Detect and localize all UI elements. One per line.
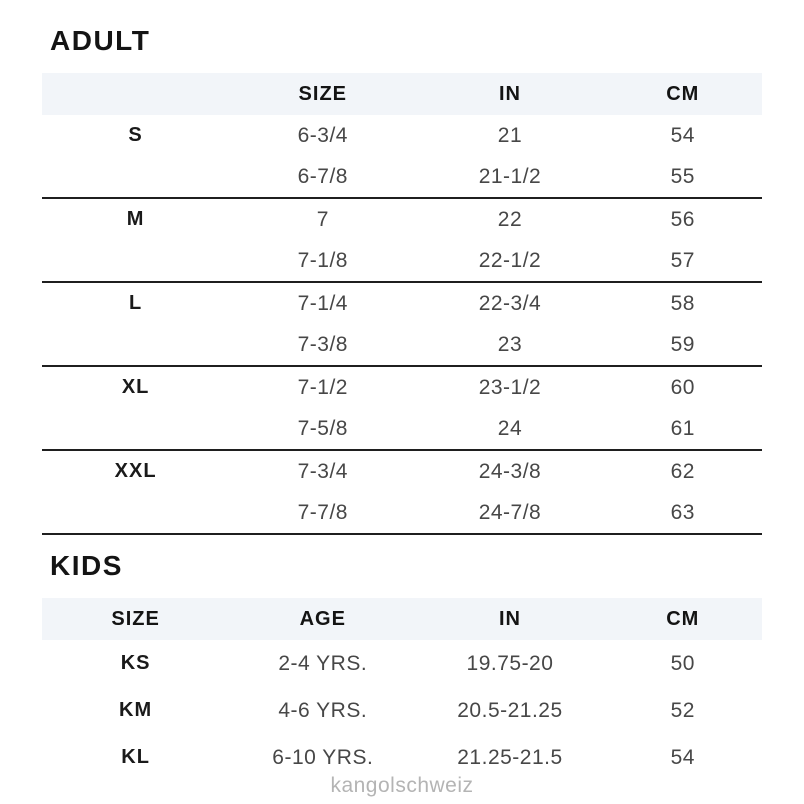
adult-group-xxl xyxy=(42,451,762,535)
kids-header-age: AGE xyxy=(299,607,346,630)
cell-in: 21.25-21.5 xyxy=(457,745,563,769)
cell-in: 20.5-21.25 xyxy=(457,698,563,722)
table-row xyxy=(42,115,762,156)
size-label: M xyxy=(126,208,145,230)
table-row xyxy=(42,640,762,687)
cell-size: 7 xyxy=(316,207,329,231)
cell-in: 19.75-20 xyxy=(466,651,554,675)
cell-in: 24-7/8 xyxy=(478,500,542,524)
cell-size: 7-1/4 xyxy=(297,291,348,315)
adult-header-in: IN xyxy=(498,82,521,105)
cell-in: 21 xyxy=(497,123,523,147)
cell-cm: 57 xyxy=(670,248,695,272)
adult-header-cm: CM xyxy=(666,82,700,105)
size-label: XL xyxy=(121,376,150,398)
kids-header-in: IN xyxy=(498,607,521,630)
adult-group-s xyxy=(42,115,762,199)
cell-cm: 54 xyxy=(670,745,695,769)
cell-in: 21-1/2 xyxy=(478,164,542,188)
cell-age: 2-4 YRS. xyxy=(278,651,368,675)
table-row xyxy=(42,492,762,533)
site-watermark: kangolschweiz xyxy=(330,774,474,797)
cell-cm: 54 xyxy=(670,123,695,147)
size-label: L xyxy=(128,292,143,314)
table-row xyxy=(42,199,762,240)
kids-header-size: SIZE xyxy=(111,607,160,630)
table-row xyxy=(42,367,762,408)
cell-size: 6-7/8 xyxy=(297,164,348,188)
kids-size-table xyxy=(42,598,762,781)
cell-size: 7-5/8 xyxy=(297,416,348,440)
table-row xyxy=(42,156,762,197)
cell-size: 7-1/8 xyxy=(297,248,348,272)
size-label: S xyxy=(128,124,143,146)
kids-section-title: KIDS xyxy=(50,550,123,581)
cell-size: 7-7/8 xyxy=(297,500,348,524)
cell-in: 23 xyxy=(497,332,523,356)
cell-cm: 61 xyxy=(670,416,695,440)
table-row xyxy=(42,451,762,492)
adult-group-l xyxy=(42,283,762,367)
cell-age: 6-10 YRS. xyxy=(272,745,374,769)
cell-in: 24-3/8 xyxy=(478,459,542,483)
adult-group-xl xyxy=(42,367,762,451)
cell-cm: 63 xyxy=(670,500,695,524)
cell-size: 7-1/2 xyxy=(297,375,348,399)
size-label: KM xyxy=(119,699,153,721)
cell-in: 23-1/2 xyxy=(478,375,542,399)
table-row xyxy=(42,408,762,449)
cell-cm: 56 xyxy=(670,207,695,231)
size-label: KL xyxy=(121,746,150,768)
adult-group-m xyxy=(42,199,762,283)
cell-cm: 50 xyxy=(670,651,695,675)
adult-header-size: SIZE xyxy=(298,82,347,105)
cell-cm: 52 xyxy=(670,698,695,722)
cell-size: 7-3/8 xyxy=(297,332,348,356)
size-label: XXL xyxy=(114,460,157,482)
table-row xyxy=(42,240,762,281)
cell-cm: 58 xyxy=(670,291,695,315)
cell-in: 24 xyxy=(497,416,523,440)
cell-cm: 60 xyxy=(670,375,695,399)
table-row xyxy=(42,324,762,365)
cell-size: 7-3/4 xyxy=(297,459,348,483)
table-row xyxy=(42,687,762,734)
cell-in: 22 xyxy=(497,207,523,231)
cell-in: 22-1/2 xyxy=(478,248,542,272)
adult-size-table xyxy=(42,73,762,535)
cell-in: 22-3/4 xyxy=(478,291,542,315)
table-row xyxy=(42,283,762,324)
kids-table-header-row xyxy=(42,598,762,640)
adult-section-title: ADULT xyxy=(50,25,151,56)
cell-cm: 62 xyxy=(670,459,695,483)
adult-table-header-row xyxy=(42,73,762,115)
cell-size: 6-3/4 xyxy=(297,123,348,147)
cell-cm: 59 xyxy=(670,332,695,356)
cell-cm: 55 xyxy=(670,164,695,188)
kids-header-cm: CM xyxy=(666,607,700,630)
size-label: KS xyxy=(120,652,151,674)
cell-age: 4-6 YRS. xyxy=(278,698,368,722)
